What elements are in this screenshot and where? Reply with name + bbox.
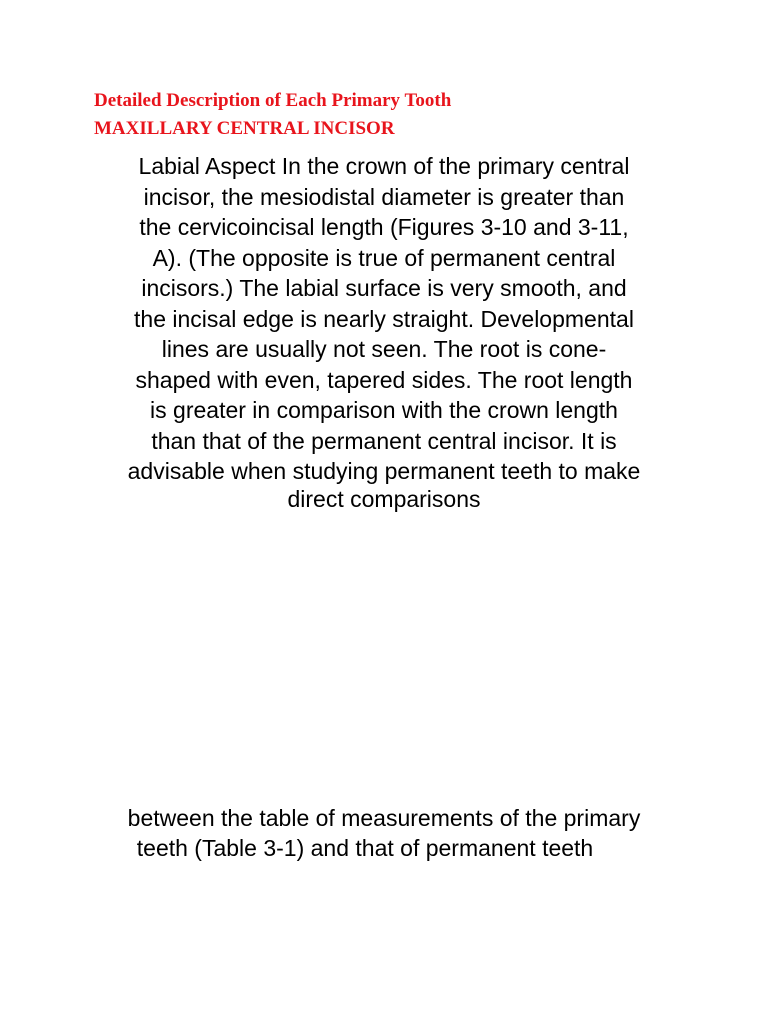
paragraph-line: incisors.) The labial surface is very smooth, and [141,275,627,301]
paragraph-line: between the table of measurements of the primary [127,805,641,831]
paragraph-line: A). (The opposite is true of permanent central [152,245,616,271]
paragraph-line: direct comparisons [287,486,481,512]
paragraph-line: the cervicoincisal length (Figures 3-10 and 3-11, [139,214,629,240]
paragraph-line: than that of the permanent central incisor. It is [151,428,617,454]
paragraph-line: teeth (Table 3-1) and that of permanent teeth [136,835,594,861]
section-heading: Detailed Description of Each Primary Tooth [94,90,452,111]
paragraph-line: advisable when studying permanent teeth to make [127,458,641,484]
section-subheading: MAXILLARY CENTRAL INCISOR [94,118,395,139]
paragraph-line: incisor, the mesiodistal diameter is greater than [143,184,625,210]
paragraph-line: lines are usually not seen. The root is cone- [161,336,607,362]
paragraph-line: the incisal edge is nearly straight. Developmental [134,306,634,332]
paragraph-line: is greater in comparison with the crown length [150,397,618,423]
paragraph-line: shaped with even, tapered sides. The root length [135,367,633,393]
paragraph-line: Labial Aspect In the crown of the primary central [138,153,630,179]
